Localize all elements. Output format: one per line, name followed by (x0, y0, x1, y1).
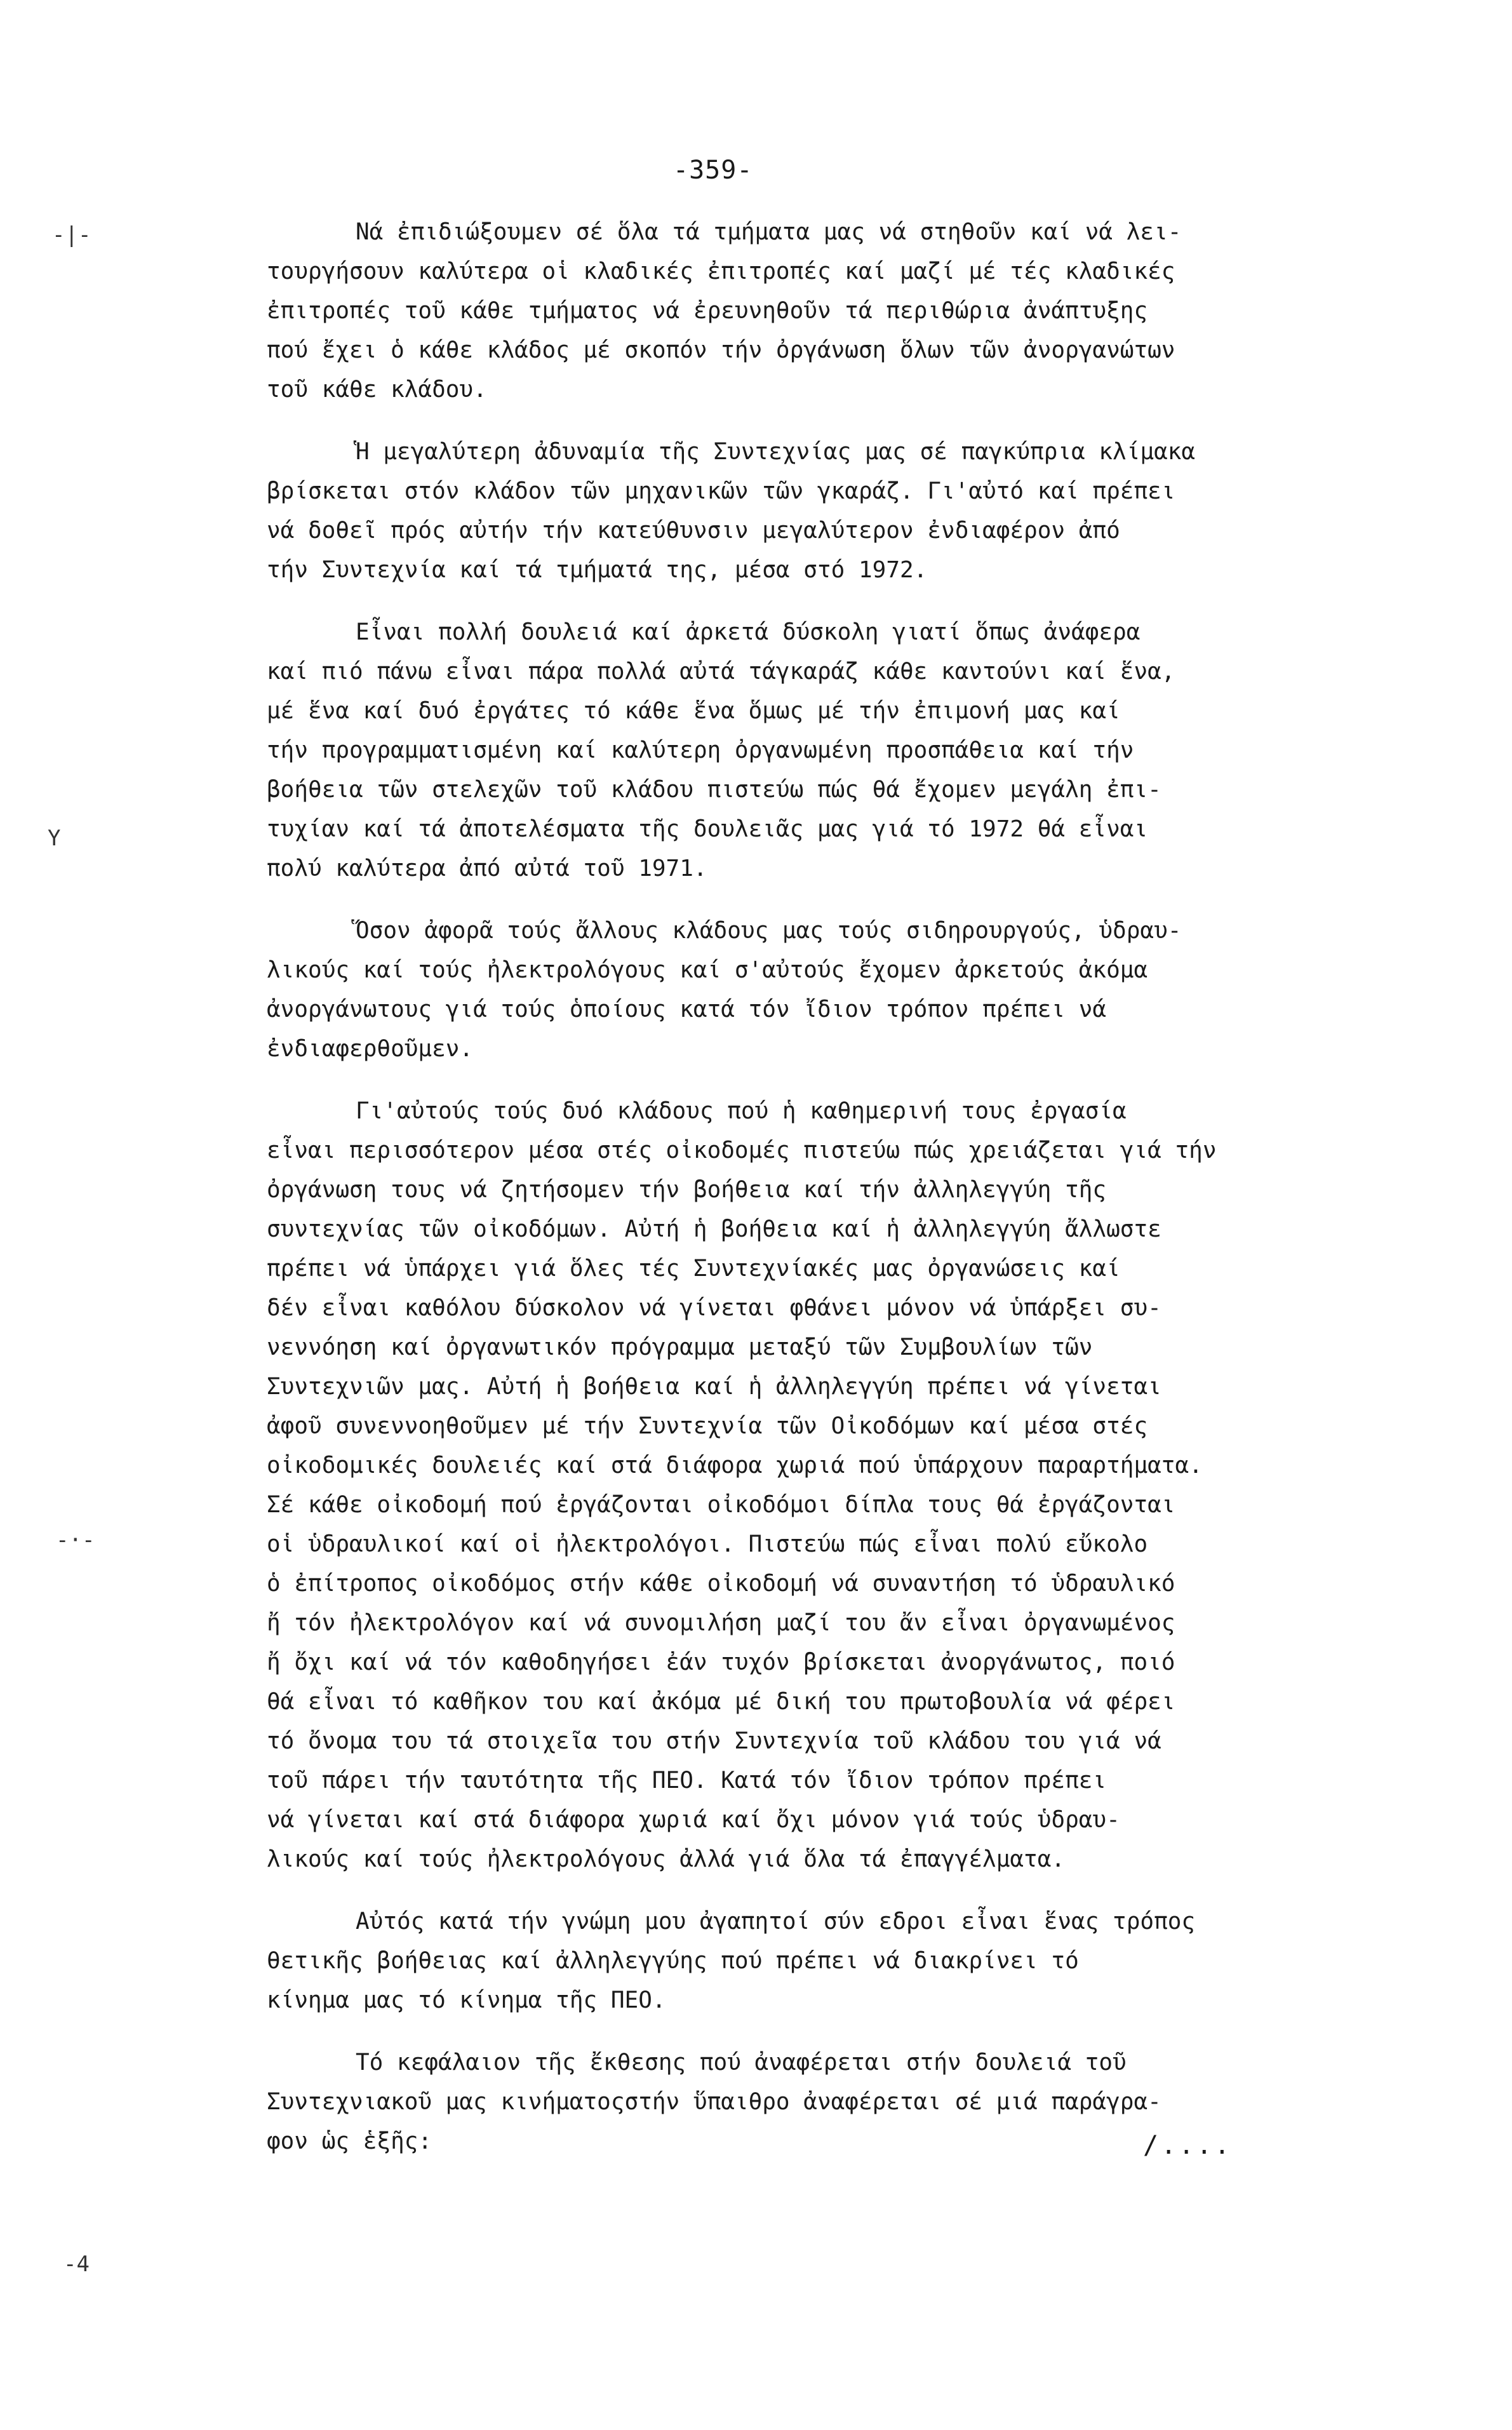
text-line: τήν Συντεχνία καί τά τμήματά της, μέσα στό 1972. (267, 557, 928, 583)
text-line: μέ ἕνα καί δυό ἐργάτες τό κάθε ἕνα ὅμως μέ τήν ἐπιμονή μας καί (267, 698, 1120, 724)
text-line: οἰκοδομικές δουλειές καί στά διάφορα χωριά πού ὑπάρχουν παραρτήματα. (267, 1453, 1203, 1479)
text-line: Γι'αὐτούς τούς δυό κλάδους πού ἡ καθημερινή τους ἐργασία (356, 1098, 1127, 1124)
paragraph-4 (267, 911, 1372, 1069)
punch-hole-mark: -·- (56, 1527, 95, 1553)
text-line: Ὅσον ἀφορᾶ τούς ἄλλους κλάδους μας τούς σιδηρουργούς, ὑδραυ- (356, 918, 1182, 944)
text-line: φον ὡς ἑξῆς: (267, 2128, 432, 2154)
paragraph-6 (267, 1902, 1372, 2020)
paragraph-2 (267, 433, 1372, 590)
text-line: ἀφοῦ συνεννοηθοῦμεν μέ τήν Συντεχνία τῶν Οἰκοδόμων καί μέσα στές (267, 1413, 1148, 1439)
text-line: καί πιό πάνω εἶναι πάρα πολλά αὐτά τάγκαράζ κάθε καντούνι καί ἕνα, (267, 659, 1175, 685)
paragraph-1 (267, 213, 1372, 410)
text-line: Εἶναι πολλή δουλειά καί ἀρκετά δύσκολη γιατί ὅπως ἀνάφερα (356, 619, 1141, 645)
text-line: ἀνοργάνωτους γιά τούς ὁποίους κατά τόν ἴδιον τρόπον πρέπει νά (267, 997, 1107, 1023)
text-line: κίνημα μας τό κίνημα τῆς ΠΕΟ. (267, 1987, 666, 2013)
text-line: λικούς καί τούς ἠλεκτρολόγους καί σ'αὐτούς ἔχομεν ἀρκετούς ἀκόμα (267, 957, 1148, 983)
continuation-mark: /.... (1143, 2131, 1233, 2160)
text-line: νεννόηση καί ὀργανωτικόν πρόγραμμα μεταξύ τῶν Συμβουλίων τῶν (267, 1334, 1093, 1360)
text-line: δέν εἶναι καθόλου δύσκολον νά γίνεται φθάνει μόνον νά ὑπάρξει συ- (267, 1295, 1161, 1321)
document-body (267, 213, 1372, 2184)
text-line: τοῦ πάρει τήν ταυτότητα τῆς ΠΕΟ. Κατά τόν ἴδιον τρόπον πρέπει (267, 1768, 1107, 1794)
text-line: Αὐτός κατά τήν γνώμη μου ἀγαπητοί σύν εδροι εἶναι ἕνας τρόπος (356, 1909, 1196, 1935)
text-line: ὁ ἐπίτροπος οἰκοδόμος στήν κάθε οἰκοδομή νά συναντήση τό ὑδραυλικό (267, 1571, 1175, 1597)
text-line: θετικῆς βοήθειας καί ἀλληλεγγύης πού πρέπει νά διακρίνει τό (267, 1948, 1079, 1974)
text-line: πού ἔχει ὁ κάθε κλάδος μέ σκοπόν τήν ὀργάνωση ὅλων τῶν ἀνοργανώτων (267, 337, 1175, 363)
text-line: τό ὄνομα του τά στοιχεῖα του στήν Συντεχνία τοῦ κλάδου του γιά νά (267, 1728, 1161, 1754)
text-line: βρίσκεται στόν κλάδον τῶν μηχανικῶν τῶν γκαράζ. Γι'αὐτό καί πρέπει (267, 478, 1175, 504)
text-line: ἤ τόν ἠλεκτρολόγον καί νά συνομιλήση μαζί του ἄν εἶναι ὀργανωμένος (267, 1610, 1175, 1636)
text-line: πολύ καλύτερα ἀπό αὐτά τοῦ 1971. (267, 856, 707, 882)
text-line: Συντεχνιακοῦ μας κινήματοςστήν ὕπαιθρο ἀναφέρεται σέ μιά παράγρα- (267, 2089, 1161, 2115)
text-line: ἤ ὄχι καί νά τόν καθοδηγήσει ἐάν τυχόν βρίσκεται ἀνοργάνωτος, ποιό (267, 1649, 1175, 1675)
paragraph-3 (267, 613, 1372, 889)
text-line: τουργήσουν καλύτερα οἱ κλαδικές ἐπιτροπές καί μαζί μέ τές κλαδικές (267, 258, 1175, 285)
text-line: Τό κεφάλαιον τῆς ἔκθεσης πού ἀναφέρεται στήν δουλειά τοῦ (356, 2050, 1127, 2076)
punch-hole-mark: -|- (52, 222, 91, 248)
text-line: βοήθεια τῶν στελεχῶν τοῦ κλάδου πιστεύω πώς θά ἔχομεν μεγάλη ἐπι- (267, 777, 1161, 803)
text-line: λικούς καί τούς ἠλεκτρολόγους ἀλλά γιά ὅλα τά ἐπαγγέλματα. (267, 1846, 1066, 1872)
text-line: νά δοθεῖ πρός αὐτήν τήν κατεύθυνσιν μεγαλύτερον ἐνδιαφέρον ἀπό (267, 518, 1120, 544)
paragraph-5 (267, 1092, 1372, 1879)
text-line: συντεχνίας τῶν οἰκοδόμων. Αὐτή ἡ βοήθεια καί ἡ ἀλληλεγγύη ἄλλωστε (267, 1216, 1161, 1242)
text-line: ἐπιτροπές τοῦ κάθε τμήματος νά ἐρευνηθοῦν τά περιθώρια ἀνάπτυξης (267, 298, 1148, 324)
text-line: τυχίαν καί τά ἀποτελέσματα τῆς δουλειᾶς μας γιά τό 1972 θά εἶναι (267, 816, 1148, 842)
text-line: πρέπει νά ὑπάρχει γιά ὅλες τές Συντεχνίακές μας ὀργανώσεις καί (267, 1256, 1120, 1282)
punch-hole-mark: Y (48, 826, 61, 851)
text-line: νά γίνεται καί στά διάφορα χωριά καί ὄχι μόνον γιά τούς ὑδραυ- (267, 1807, 1120, 1833)
text-line: Σέ κάθε οἰκοδομή πού ἐργάζονται οἰκοδόμοι δίπλα τους θά ἐργάζονται (267, 1492, 1175, 1518)
text-line: Συντεχνιῶν μας. Αὐτή ἡ βοήθεια καί ἡ ἀλληλεγγύη πρέπει νά γίνεται (267, 1374, 1161, 1400)
text-line: θά εἶναι τό καθῆκον του καί ἀκόμα μέ δική του πρωτοβουλία νά φέρει (267, 1689, 1175, 1715)
text-line: ἐνδιαφερθοῦμεν. (267, 1036, 474, 1062)
text-line: τοῦ κάθε κλάδου. (267, 377, 487, 403)
text-line: ὀργάνωση τους νά ζητήσομεν τήν βοήθεια καί τήν ἀλληλεγγύη τῆς (267, 1177, 1107, 1203)
text-line: τήν προγραμματισμένη καί καλύτερη ὀργανωμένη προσπάθεια καί τήν (267, 737, 1134, 763)
text-line: εἶναι περισσότερον μέσα στές οἰκοδομές πιστεύω πώς χρειάζεται γιά τήν (267, 1138, 1217, 1164)
punch-hole-mark: -4 (64, 2252, 90, 2277)
page-number: -359- (673, 156, 753, 185)
text-line: οἱ ὑδραυλικοί καί οἱ ἠλεκτρολόγοι. Πιστεύω πώς εἶναι πολύ εὔκολο (267, 1531, 1148, 1557)
text-line: Νά ἐπιδιώξουμεν σέ ὅλα τά τμήματα μας νά στηθοῦν καί νά λει- (356, 219, 1182, 245)
text-line: Ἡ μεγαλύτερη ἀδυναμία τῆς Συντεχνίας μας σέ παγκύπρια κλίμακα (356, 439, 1196, 465)
